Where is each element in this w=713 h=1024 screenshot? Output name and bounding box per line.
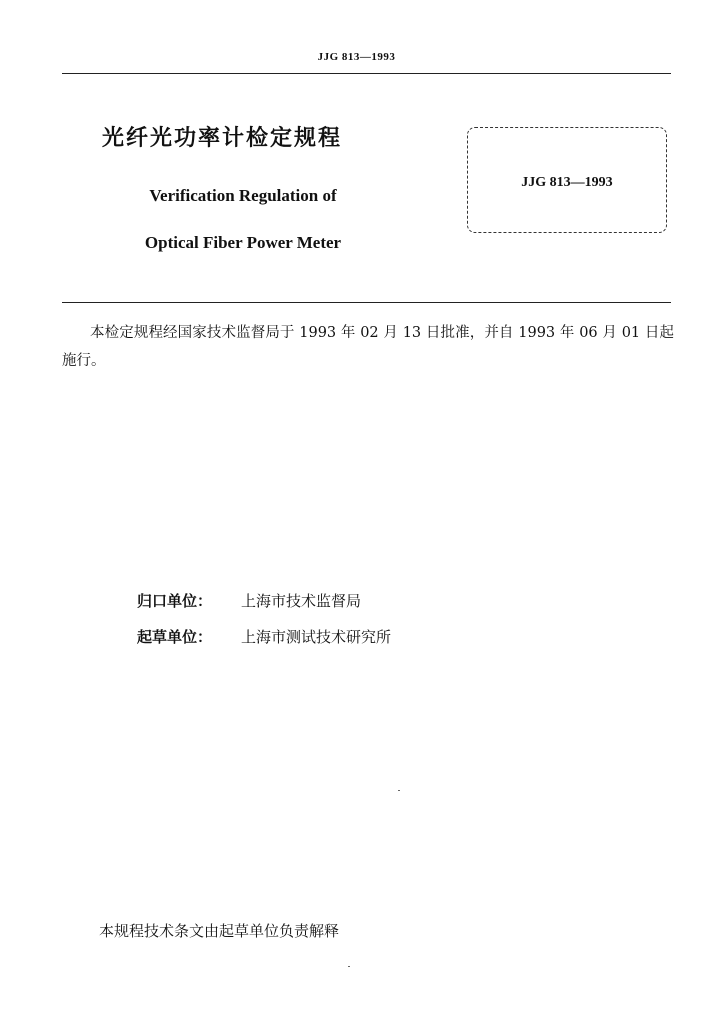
responsible-unit-value: 上海市技术监督局 — [241, 592, 362, 610]
standard-code-box-text: JJG 813—1993 — [521, 175, 613, 190]
responsible-unit-label: 归口单位： — [137, 592, 213, 610]
middle-divider — [62, 302, 671, 303]
drafting-unit-row — [137, 626, 391, 647]
drafting-unit-value: 上海市测试技术研究所 — [241, 628, 392, 646]
scan-speck — [398, 790, 400, 791]
scan-speck — [348, 966, 350, 967]
drafting-unit-label: 起草单位： — [137, 628, 213, 646]
title-chinese: 光纤光功率计检定规程 — [102, 126, 343, 151]
header-standard-code: JJG 813—1993 — [317, 51, 396, 63]
standard-code-box — [467, 127, 667, 233]
responsible-unit-row — [137, 590, 361, 611]
top-divider — [62, 73, 671, 74]
interpretation-note: 本规程技术条文由起草单位负责解释 — [99, 922, 340, 940]
approval-statement: 本检定规程经国家技术监督局于 1993 年 02 月 13 日批准，并自 1993 年 06 月 01 日起施行。 — [62, 325, 674, 369]
title-english-line2: Optical Fiber Power Meter — [144, 233, 342, 252]
title-english-line1: Verification Regulation of — [149, 186, 337, 205]
